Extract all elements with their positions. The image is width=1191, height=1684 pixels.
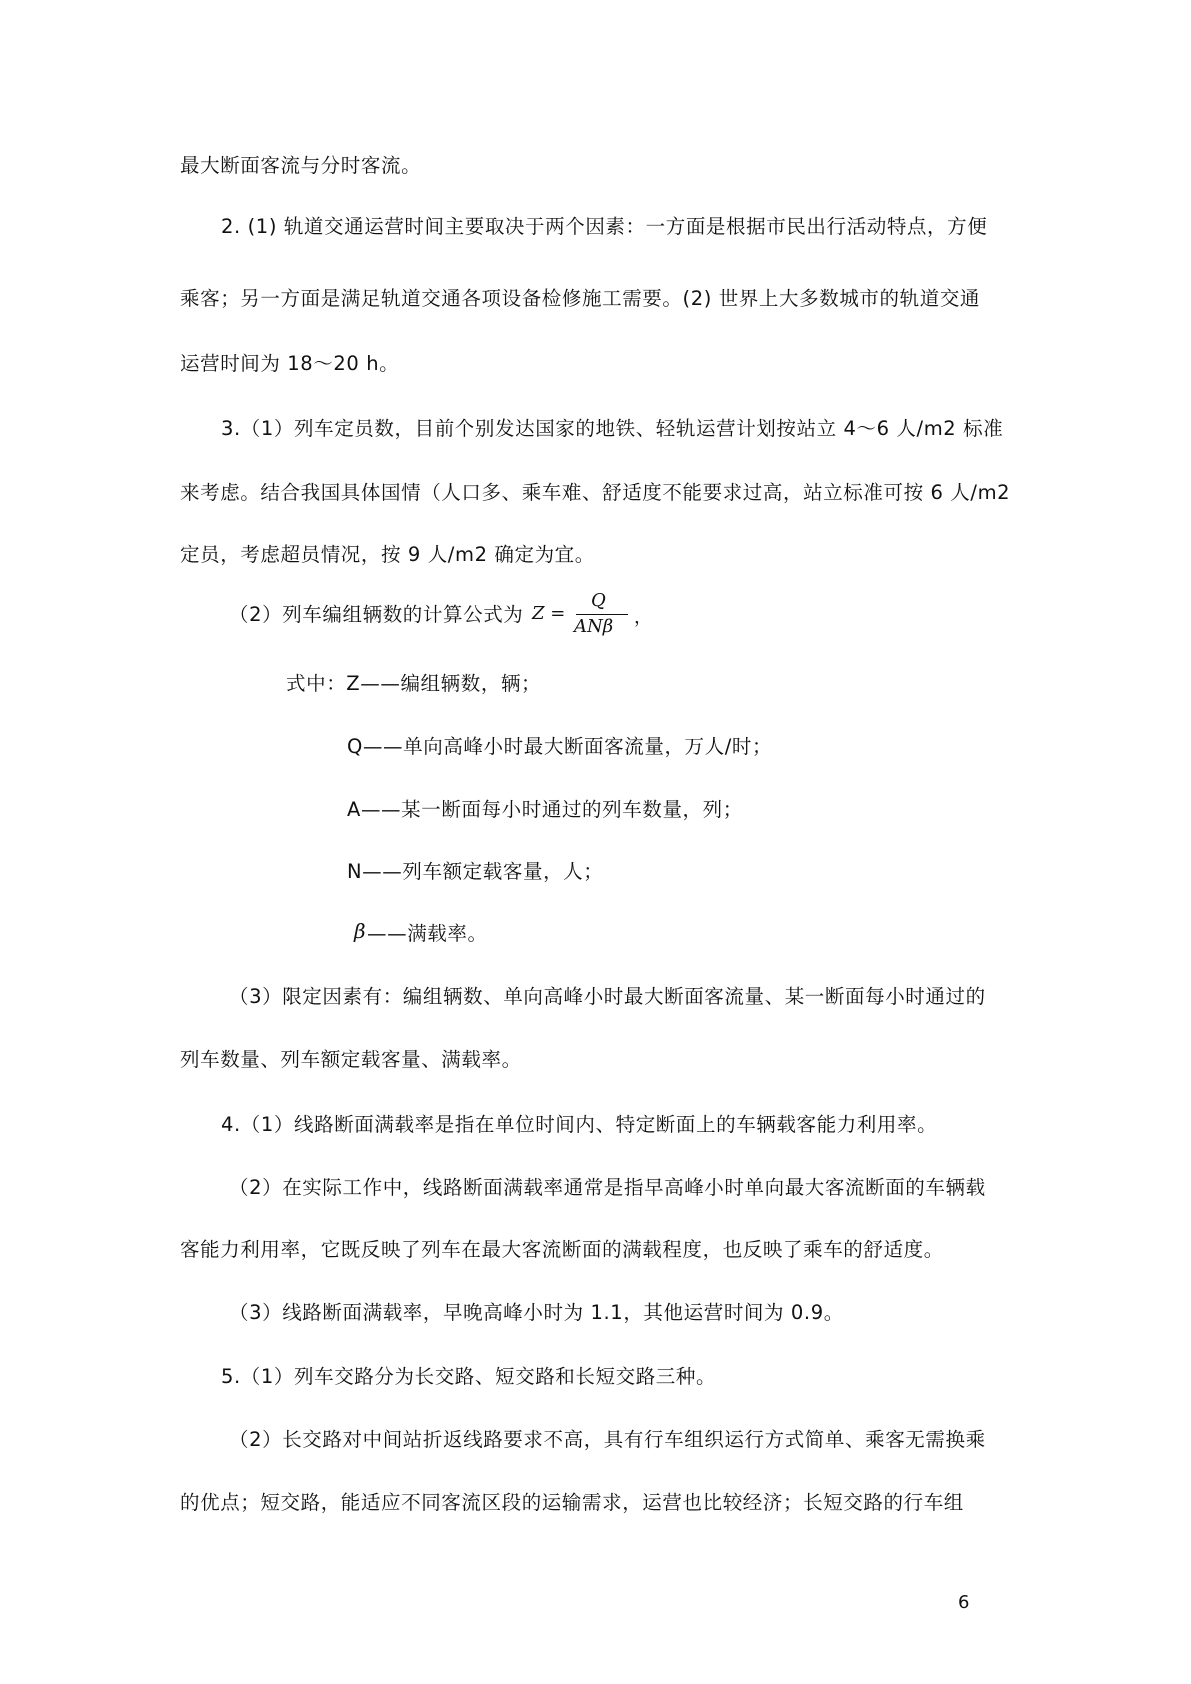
text-line: 客能力利用率，它既反映了列车在最大客流断面的满载程度，也反映了乘车的舒适度。 bbox=[180, 1238, 944, 1261]
formula-numerator: Q bbox=[591, 590, 606, 611]
text-line: N——列车额定载客量，人； bbox=[347, 860, 604, 883]
text-line: （2）列车编组辆数的计算公式为 bbox=[229, 603, 524, 626]
page-number: 6 bbox=[958, 1592, 970, 1613]
text-line: 来考虑。结合我国具体国情（人口多、乘车难、舒适度不能要求过高，站立标准可按 6 人/m2 bbox=[180, 481, 1011, 504]
beta-symbol: β bbox=[354, 919, 366, 943]
fraction-bar bbox=[576, 614, 628, 615]
text-line: （2）长交路对中间站折返线路要求不高，具有行车组织运行方式简单、乘客无需换乘 bbox=[229, 1428, 986, 1451]
text-line: 列车数量、列车额定载客量、满载率。 bbox=[180, 1048, 522, 1071]
text-line: 5.（1）列车交路分为长交路、短交路和长短交路三种。 bbox=[221, 1365, 717, 1388]
text-line: （2）在实际工作中，线路断面满载率通常是指早高峰小时单向最大客流断面的车辆载 bbox=[229, 1176, 986, 1199]
text-line: 2. (1) 轨道交通运营时间主要取决于两个因素：一方面是根据市民出行活动特点，方便 bbox=[221, 215, 988, 238]
text-line: 式中：Z——编组辆数，辆； bbox=[286, 672, 542, 695]
text-line: 3.（1）列车定员数，目前个别发达国家的地铁、轻轨运营计划按站立 4～6 人/m2 标准 bbox=[221, 417, 1004, 440]
text-line: （3）限定因素有：编组辆数、单向高峰小时最大断面客流量、某一断面每小时通过的 bbox=[229, 985, 986, 1008]
text-line: ——满载率。 bbox=[367, 922, 488, 945]
text-line: A——某一断面每小时通过的列车数量，列； bbox=[347, 798, 743, 821]
text-line: 运营时间为 18～20 h。 bbox=[180, 352, 400, 375]
text-line: （3）线路断面满载率，早晚高峰小时为 1.1，其他运营时间为 0.9。 bbox=[229, 1301, 844, 1324]
text-line: 的优点；短交路，能适应不同客流区段的运输需求，运营也比较经济；长短交路的行车组 bbox=[180, 1491, 964, 1514]
text-line: 乘客；另一方面是满足轨道交通各项设备检修施工需要。(2) 世界上大多数城市的轨道交通 bbox=[180, 287, 981, 310]
formula-denominator: ANβ bbox=[574, 616, 614, 637]
formula-lhs: Z = bbox=[532, 603, 566, 624]
text-line: 4.（1）线路断面满载率是指在单位时间内、特定断面上的车辆载客能力利用率。 bbox=[221, 1113, 938, 1136]
formula-trailing: ， bbox=[634, 607, 652, 628]
formula bbox=[532, 590, 652, 646]
text-line: 定员，考虑超员情况，按 9 人/m2 确定为宜。 bbox=[180, 543, 595, 566]
text-line: 最大断面客流与分时客流。 bbox=[180, 154, 422, 177]
text-line: Q——单向高峰小时最大断面客流量，万人/时； bbox=[347, 735, 773, 758]
